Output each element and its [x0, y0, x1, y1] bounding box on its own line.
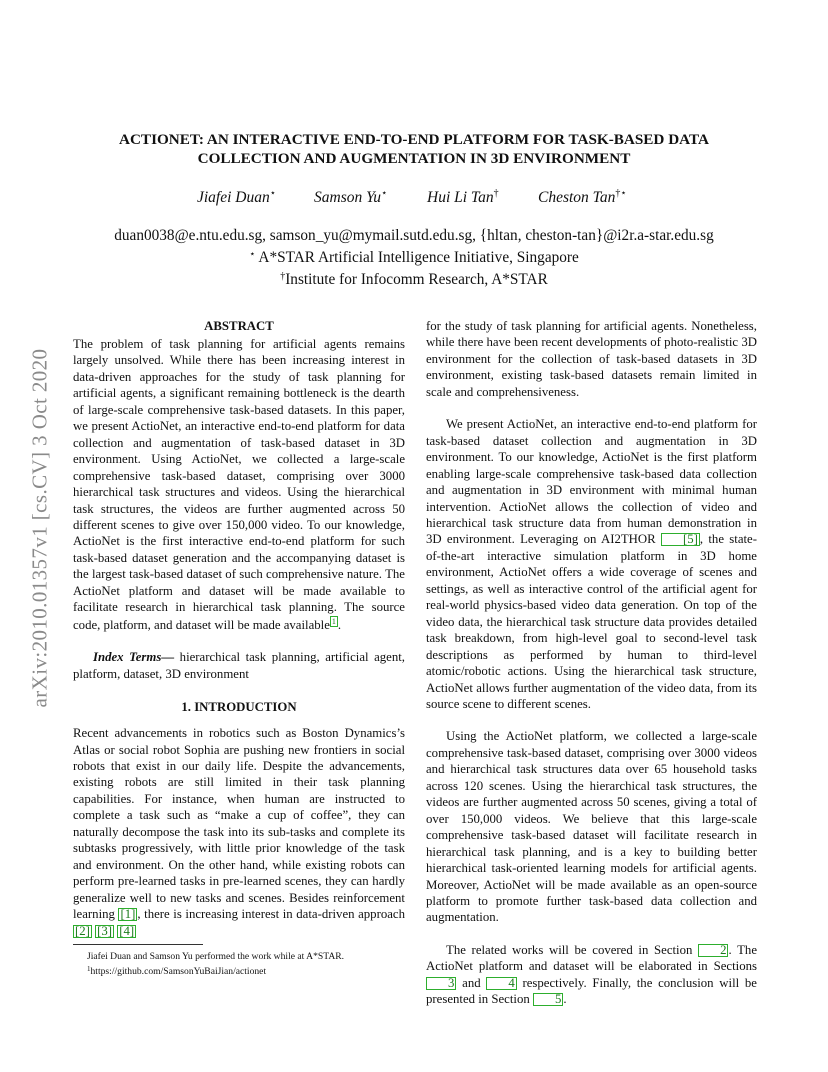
- intro-paragraph-4: [426, 942, 757, 1008]
- arxiv-side-identifier: [28, 293, 52, 763]
- paper-title: [80, 130, 748, 168]
- author-4: [538, 188, 627, 207]
- intro-text: .: [563, 992, 567, 1007]
- affiliation-text: Institute for Infocomm Research, A*STAR: [285, 271, 548, 288]
- footnote-divider: [73, 944, 203, 945]
- intro-text: Recent advancements in robotics such as Boston Dynamics’s Atlas or social robot Sophia are pushing new frontiers in social robots that exist in our daily life. Despite the advancements, existing robots are still limited in their task planning capabilities. For instance, when human are instructed to complete a task such as “make a cup of coffee”, they can naturally decompose the task into its sub-tasks and complete its subtasks progressively, with little prior knowledge of the task and environment. On the other hand, while existing robots can perform pre-learned tasks in pre-learned scenes, they can hardly generalize well to new tasks and scenes. Besides reinforcement learning: [73, 726, 405, 922]
- spacer: [73, 633, 405, 649]
- arxiv-identifier-text: arXiv:2010.01357v1 [cs.CV] 3 Oct 2020: [27, 348, 52, 708]
- footnote-link-1[interactable]: 1: [331, 616, 336, 626]
- affiliation-mark: ⋆: [249, 249, 256, 260]
- abstract-text: [73, 336, 405, 633]
- left-column: [73, 318, 405, 939]
- intro-text: We present ActioNet, an interactive end-to-end platform for task-based dataset collection and augmentation in 3D environment. To our knowledge, ActioNet is the first platform enabling large-scale comprehensive task-based data collection and augmentation in 3D environment with minimal human intervention. ActioNet allows the collection of video and hierarchical task structure data from human demonstration in 3D environment. Leveraging on AI2THOR: [426, 417, 757, 547]
- intro-text: The related works will be covered in Section: [446, 942, 699, 957]
- author-name: Cheston Tan: [538, 189, 616, 206]
- right-column: [426, 318, 757, 1008]
- index-terms: [73, 649, 405, 682]
- citation-link-5[interactable]: [5]: [661, 533, 700, 546]
- author-name: Jiafei Duan: [197, 189, 270, 206]
- title-line-2: COLLECTION AND AUGMENTATION IN 3D ENVIRONMENT: [197, 150, 631, 167]
- author-2: [314, 188, 387, 207]
- index-terms-label: Index Terms—: [93, 650, 175, 665]
- citation-link-2[interactable]: [2]: [75, 923, 90, 938]
- footnote-2: [73, 963, 405, 978]
- affiliation-mark: †: [280, 271, 286, 282]
- index-terms-text: hierarchical task planning, artificial agent, platform, dataset, 3D environment: [73, 650, 405, 681]
- author-list: [100, 188, 728, 206]
- footnote-1: Jiafei Duan and Samson Yu performed the work while at A*STAR.: [87, 951, 345, 962]
- intro-paragraph-1-part-1: [73, 725, 405, 939]
- title-line-1: ACTIONET: AN INTERACTIVE END-TO-END PLATFORM FOR TASK-BASED DATA: [119, 131, 709, 148]
- intro-text: , the state-of-the-art interactive simulation platform in 3D home environment, ActioNet offers a wide coverage of scenes and settings, as well as interactive control of the artificial agent for real-world physics-based video data generation. On top of the video data, the hierarchical task structure data provides detailed task breakdown, from high-level goal to second-level task descriptions as performed by human to third-level atomic/robotic actions. Using the hierarchical task structure, ActioNet allows further augmentation of the video data, from its source scene to different scenes.: [426, 532, 757, 711]
- affiliation-line-1: [70, 245, 758, 267]
- spacer: [73, 717, 405, 725]
- author-mark: †⋆: [615, 188, 627, 199]
- abstract-body: The problem of task planning for artificial agents remains largely unsolved. While there has been increasing interest in data-driven approaches for the study of task planning for artificial agents, a significant remaining bottleneck is the dearth of large-scale comprehensive task-based datasets. In this paper, we present ActioNet, an interactive end-to-end platform for data collection and augmentation of task-based dataset in 3D environment. Using ActioNet, we collected a large-scale comprehensive task-based dataset, comprising over 3000 hierarchical task structures and videos. Using the hierarchical task structures, the videos are further augmented across 50 different scenes to give over 150,000 video. To our knowledge, ActioNet is the first interactive end-to-end platform for such task-based dataset generation and the accompanying dataset is the largest task-based dataset of such comprehensive nature. The ActioNet platform and dataset will be made available to facilitate research in hierarchical task planning. The source code, platform, and dataset will be made available: [73, 337, 405, 632]
- intro-text: respectively. Finally, the conclusion will be presented in Section: [426, 975, 757, 1007]
- footnote-url[interactable]: https://github.com/SamsonYuBaiJian/actionet: [90, 966, 267, 977]
- author-mark: ⋆: [381, 188, 388, 199]
- citation-link-1[interactable]: [1]: [120, 907, 136, 922]
- author-mark: †: [493, 188, 499, 199]
- section-link-3[interactable]: 3: [426, 977, 456, 990]
- intro-paragraph-3: Using the ActioNet platform, we collected a large-scale comprehensive task-based dataset, comprising over 3000 videos and hierarchical task structures data over 65 household tasks across 120 scenes. Using the hierarchical task structures, the videos are further augmented across 50 scenes, giving a total of over 150,000 videos. We believe that this large-scale comprehensive task-based dataset will facilitate research in hierarchical task planning, and is a key to building better hierarchical task-oriented learning models for artificial agents. Moreover, ActioNet will be made available as an open-source platform to promote further task-based data collection and augmentation.: [426, 729, 757, 925]
- author-3: [427, 188, 499, 207]
- spacer: [426, 712, 757, 728]
- author-1: [197, 188, 276, 207]
- intro-text: , there is increasing interest in data-driven approach: [137, 907, 405, 922]
- section-link-2[interactable]: 2: [698, 944, 728, 957]
- author-mark: ⋆: [269, 188, 277, 199]
- affiliation-text: A*STAR Artificial Intelligence Initiative, Singapore: [255, 249, 579, 266]
- section-link-4[interactable]: 4: [486, 977, 516, 990]
- affiliation-line-2: [70, 267, 758, 289]
- footnote-mark: 1: [87, 965, 91, 973]
- author-emails: duan0038@e.ntu.edu.sg, samson_yu@mymail.sutd.edu.sg, {hltan, cheston-tan}@i2r.a-star.edu.sg: [114, 227, 714, 244]
- section-link-5[interactable]: 5: [533, 993, 563, 1006]
- spacer: [426, 400, 757, 416]
- spacer: [426, 926, 757, 942]
- intro-paragraph-1-part-2: for the study of task planning for artificial agents. Nonetheless, while there have been recent developments of photo-realistic 3D environment for the collection of task-based datasets in 3D environment, existing task-based datasets remain limited in scale and comprehensiveness.: [426, 319, 757, 399]
- introduction-heading: 1. INTRODUCTION: [181, 700, 297, 715]
- citation-link-3[interactable]: [3]: [97, 923, 113, 938]
- spacer: [73, 682, 405, 699]
- intro-text: and: [456, 975, 487, 990]
- intro-text: . The ActioNet platform and dataset will be elaborated in Sections: [426, 942, 758, 974]
- right-column-flow: [426, 318, 757, 400]
- citation-link-4[interactable]: [4]: [119, 923, 135, 938]
- abstract-body-end: .: [337, 617, 342, 632]
- affiliations: [70, 226, 758, 289]
- abstract-heading: ABSTRACT: [204, 319, 274, 333]
- intro-paragraph-2: [426, 416, 757, 712]
- author-name: Samson Yu: [314, 189, 382, 206]
- author-name: Hui Li Tan: [427, 189, 494, 206]
- footnotes: [73, 944, 405, 978]
